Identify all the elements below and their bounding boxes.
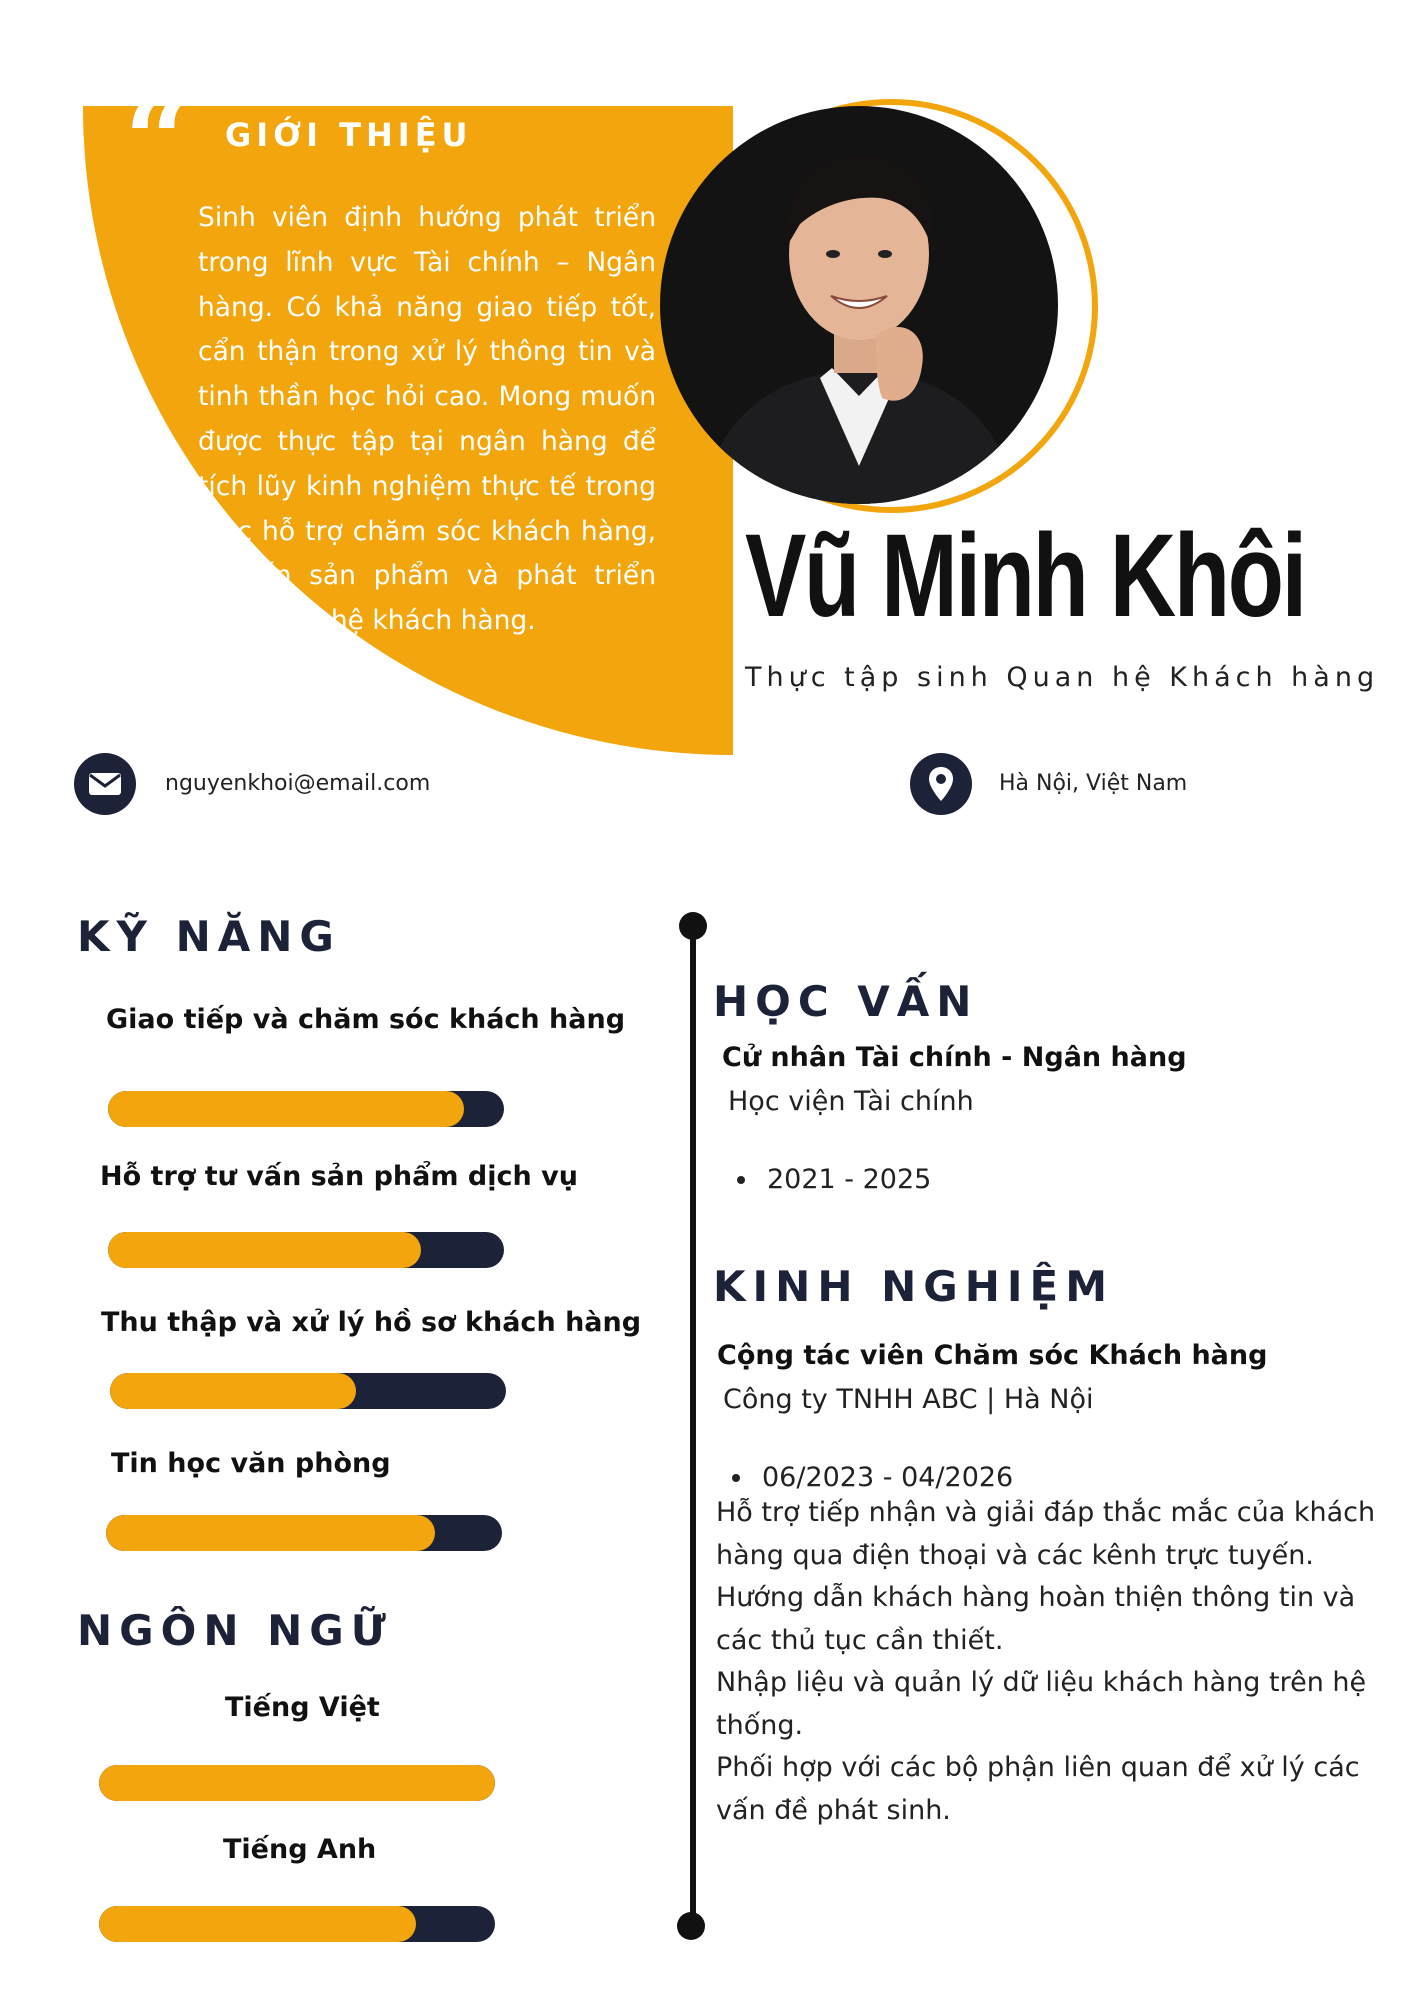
- mail-icon: [74, 753, 136, 815]
- timeline-dot-bottom: [677, 1912, 705, 1940]
- timeline-dot-top: [679, 912, 707, 940]
- job-title: Thực tập sinh Quan hệ Khách hàng: [745, 662, 1380, 693]
- education-period: [737, 1164, 931, 1195]
- map-pin-icon: [910, 753, 972, 815]
- experience-heading: KINH NGHIỆM: [713, 1262, 1114, 1311]
- skill-label: Giao tiếp và chăm sóc khách hàng: [106, 1004, 626, 1035]
- experience-duty: Hướng dẫn khách hàng hoàn thiện thông tin và các thủ tục cần thiết.: [716, 1582, 1356, 1656]
- language-bar-fill: [99, 1906, 416, 1942]
- skill-bar: [106, 1515, 502, 1551]
- language-label: Tiếng Anh: [223, 1834, 377, 1865]
- skill-bar: [108, 1091, 504, 1127]
- language-bar: [99, 1906, 495, 1942]
- education-school: Học viện Tài chính: [728, 1086, 974, 1117]
- skill-label: Hỗ trợ tư vấn sản phẩm dịch vụ: [100, 1161, 578, 1192]
- languages-heading: NGÔN NGỮ: [77, 1606, 393, 1655]
- quote-icon: “: [124, 71, 192, 210]
- location-text: Hà Nội, Việt Nam: [999, 771, 1188, 796]
- bullet-icon: [732, 1474, 740, 1482]
- skill-bar-fill: [106, 1515, 435, 1551]
- education-heading: HỌC VẤN: [713, 977, 979, 1026]
- skill-label: Tin học văn phòng: [111, 1448, 391, 1479]
- experience-period-text: 06/2023 - 04/2026: [762, 1462, 1014, 1493]
- experience-duty: Hỗ trợ tiếp nhận và giải đáp thắc mắc của khách hàng qua điện thoại và các kênh trực tuyến.: [716, 1497, 1376, 1571]
- intro-heading: GIỚI THIỆU: [225, 116, 473, 154]
- profile-photo-illustration: [660, 106, 1058, 504]
- candidate-name: Vũ Minh Khôi: [745, 510, 1305, 642]
- bullet-icon: [737, 1176, 745, 1184]
- skill-bar-fill: [110, 1373, 356, 1409]
- experience-period: [732, 1462, 1013, 1493]
- language-label: Tiếng Việt: [225, 1692, 380, 1723]
- email-link[interactable]: nguyenkhoi@email.com: [165, 771, 431, 796]
- language-bar: [99, 1765, 495, 1801]
- skill-bar-fill: [108, 1232, 421, 1268]
- skill-bar: [108, 1232, 504, 1268]
- experience-duty: Phối hợp với các bộ phận liên quan để xử lý các vấn đề phát sinh.: [716, 1752, 1360, 1826]
- experience-duties: [716, 1492, 1386, 1832]
- skill-bar-fill: [108, 1091, 464, 1127]
- intro-text: Sinh viên định hướng phát triển trong lĩnh vực Tài chính – Ngân hàng. Có khả năng giao tiếp tốt, cẩn thận trong xử lý thông tin và tinh thần học hỏi cao. Mong muốn được thực tập tại ngân hàng để tích lũy kinh nghiệm thực tế trong việc hỗ trợ chăm sóc khách hàng, tư vấn sản phẩm và phát triển mối quan hệ khách hàng.: [198, 202, 656, 637]
- skill-label: Thu thập và xử lý hồ sơ khách hàng: [101, 1307, 642, 1338]
- education-period-text: 2021 - 2025: [767, 1164, 932, 1195]
- skill-bar: [110, 1373, 506, 1409]
- language-bar-fill: [99, 1765, 495, 1801]
- experience-role: Cộng tác viên Chăm sóc Khách hàng: [717, 1340, 1268, 1371]
- profile-photo: [660, 106, 1058, 504]
- skills-heading: KỸ NĂNG: [77, 912, 341, 961]
- education-degree: Cử nhân Tài chính - Ngân hàng: [722, 1042, 1187, 1073]
- experience-duty: Nhập liệu và quản lý dữ liệu khách hàng trên hệ thống.: [716, 1667, 1367, 1741]
- timeline-line: [690, 924, 696, 1924]
- experience-company: Công ty TNHH ABC | Hà Nội: [723, 1384, 1094, 1415]
